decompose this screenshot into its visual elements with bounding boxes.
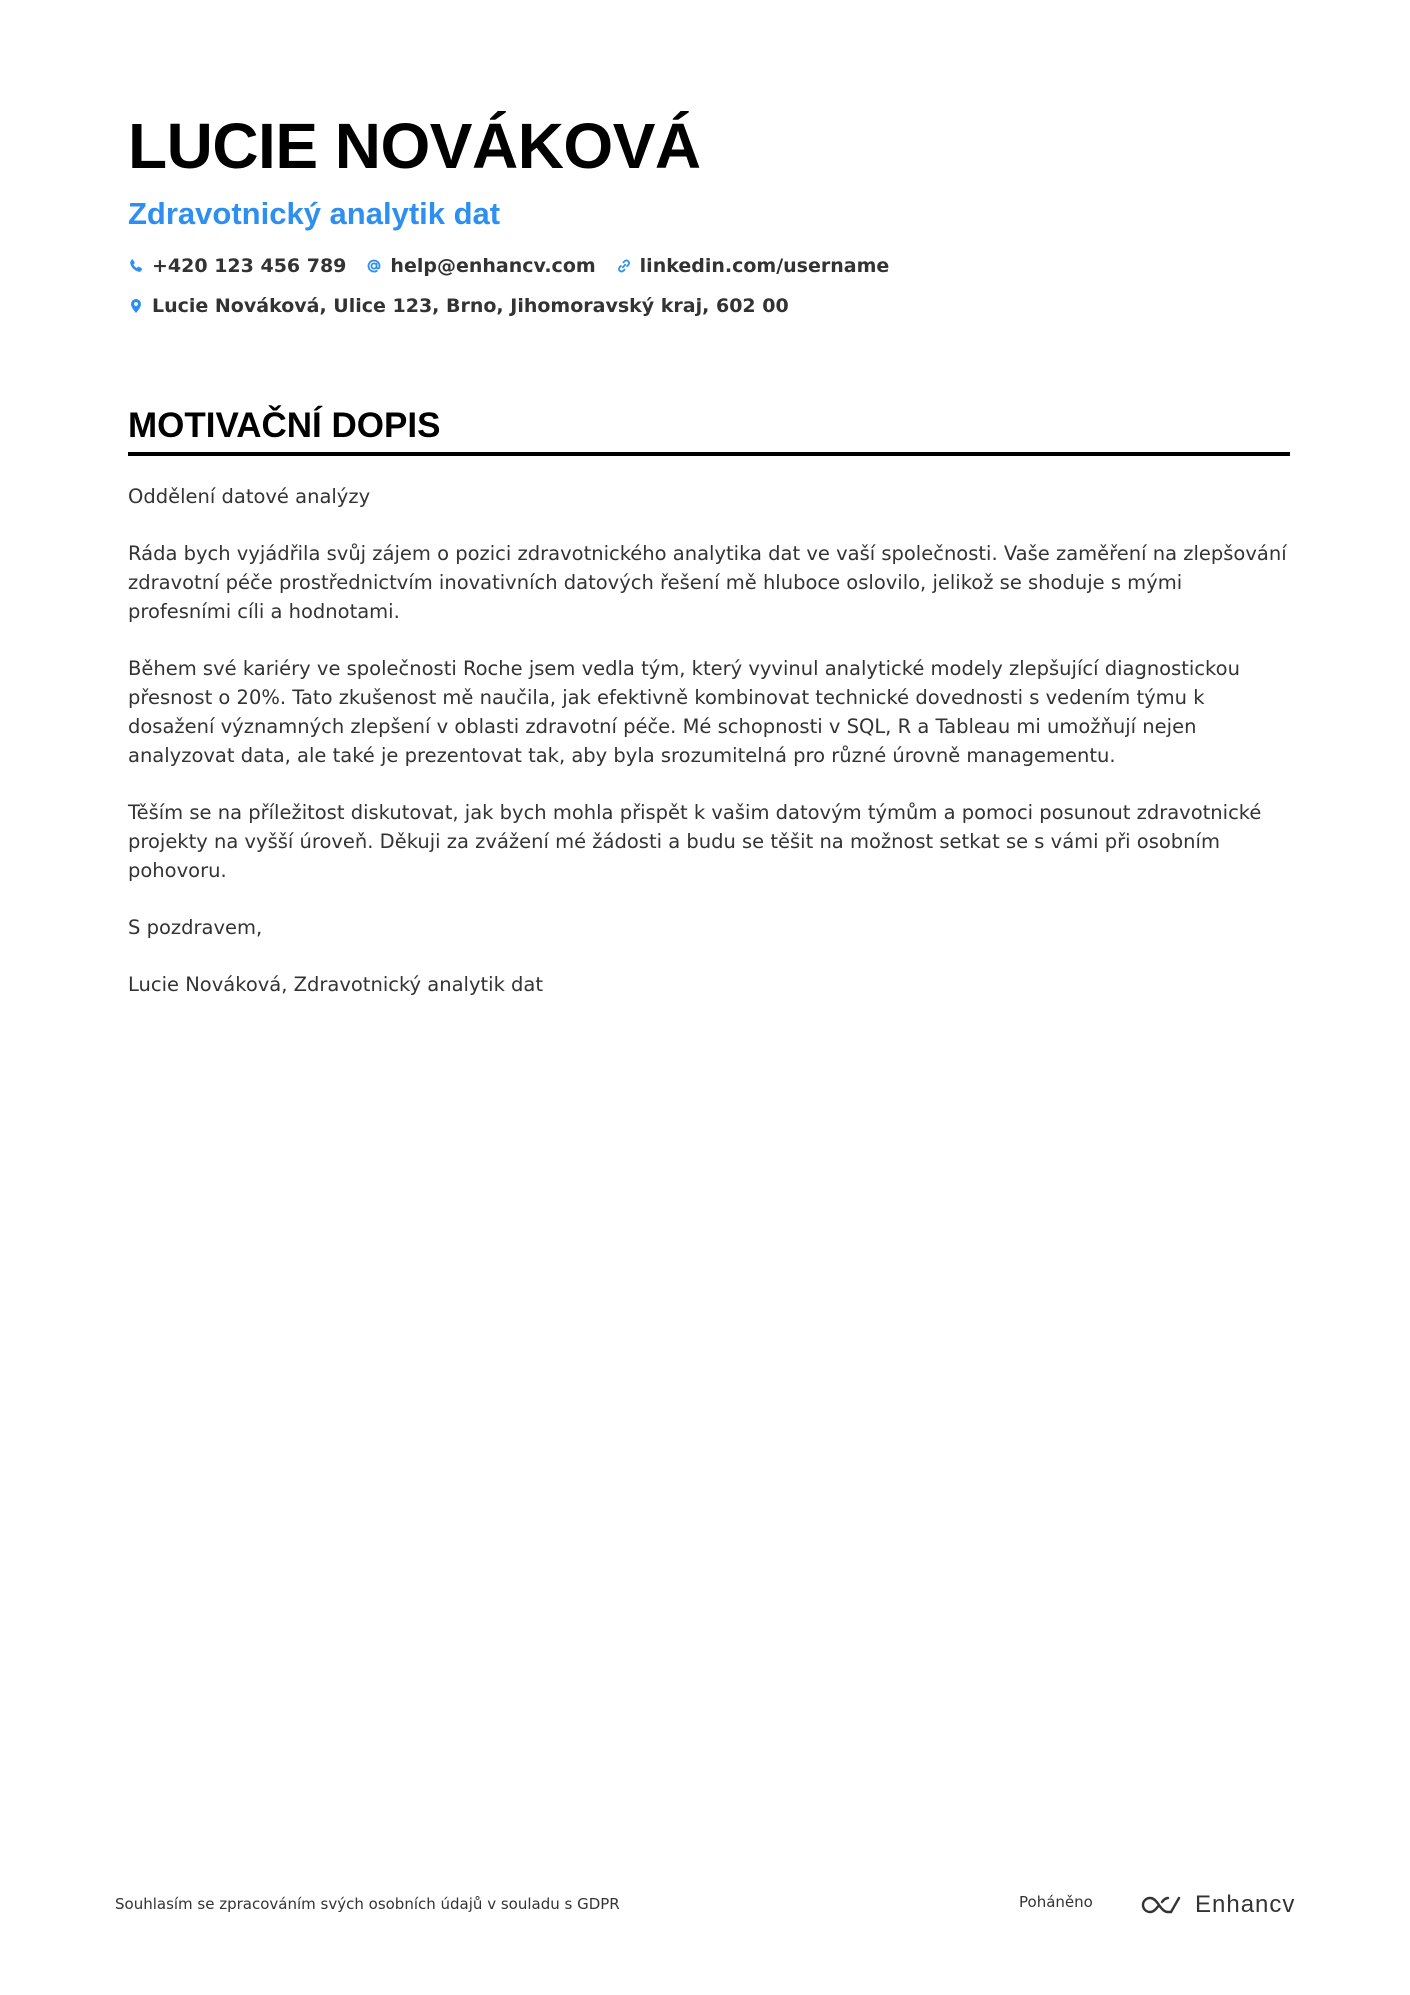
link-icon: [616, 258, 632, 274]
footer: [115, 1890, 1296, 1920]
contact-address: [128, 295, 789, 317]
enhancv-brand[interactable]: [1139, 1890, 1295, 1920]
contact-linkedin[interactable]: [616, 255, 890, 277]
candidate-name: LUCIE NOVÁKOVÁ: [128, 110, 701, 182]
letter-paragraph-1: Ráda bych vyjádřila svůj zájem o pozici zdravotnického analytika dat ve vaší společnosti. Vaše zaměření na zlepšování zdravotní péče prostřednictvím inovativních datových řešení mě hluboce oslovilo, jelikož se shoduje s mými profesními cíli a hodnotami.: [128, 542, 1287, 623]
section-title: MOTIVAČNÍ DOPIS: [128, 406, 441, 445]
address-text: Lucie Nováková, Ulice 123, Brno, Jihomoravský kraj, 602 00: [152, 295, 789, 317]
gdpr-consent: Souhlasím se zpracováním svých osobních údajů v souladu s GDPR: [115, 1895, 620, 1913]
letter-closing: S pozdravem,: [128, 916, 263, 939]
letter-paragraph-3: Těším se na příležitost diskutovat, jak bych mohla přispět k vašim datovým týmům a pomoci posunout zdravotnické projekty na vyšší úroveň. Děkuji za zvážení mé žádosti a budu se těšit na možnost setkat se s vámi při osobním pohovoru.: [128, 801, 1262, 882]
contact-phone: [128, 255, 346, 277]
at-icon: [366, 258, 382, 274]
enhancv-brand-name[interactable]: Enhancv: [1195, 1891, 1296, 1918]
contact-email[interactable]: [366, 255, 595, 277]
phone-icon: [128, 258, 144, 274]
letter-paragraph-2: Během své kariéry ve společnosti Roche jsem vedla tým, který vyvinul analytické modely zlepšující diagnostickou přesnost o 20%. Tato zkušenost mě naučila, jak efektivně kombinovat technické dovednosti s vedením týmu k dosažení významných zlepšení v oblasti zdravotní péče. Mé schopnosti v SQL, R a Tableau mi umožňují nejen analyzovat data, ale také je prezentovat tak, aby byla srozumitelná pro různé úrovně managementu.: [128, 657, 1240, 767]
email-text[interactable]: help@enhancv.com: [390, 255, 596, 277]
location-pin-icon: [128, 298, 144, 314]
powered-by-label: Poháněno: [1019, 1893, 1093, 1911]
linkedin-text[interactable]: linkedin.com/username: [639, 255, 890, 277]
enhancv-logo-icon: [1139, 1893, 1183, 1917]
letter-body: [128, 482, 1290, 999]
candidate-role: Zdravotnický analytik dat: [128, 196, 501, 231]
header: [128, 108, 1290, 320]
letter-signature: Lucie Nováková, Zdravotnický analytik dat: [128, 973, 544, 996]
letter-section: [128, 404, 1290, 1027]
contact-row-primary: [128, 252, 1290, 280]
section-divider: [128, 452, 1290, 456]
contact-row-address: [128, 292, 1290, 320]
letter-department: Oddělení datové analýzy: [128, 485, 371, 508]
phone-text: +420 123 456 789: [152, 255, 347, 277]
